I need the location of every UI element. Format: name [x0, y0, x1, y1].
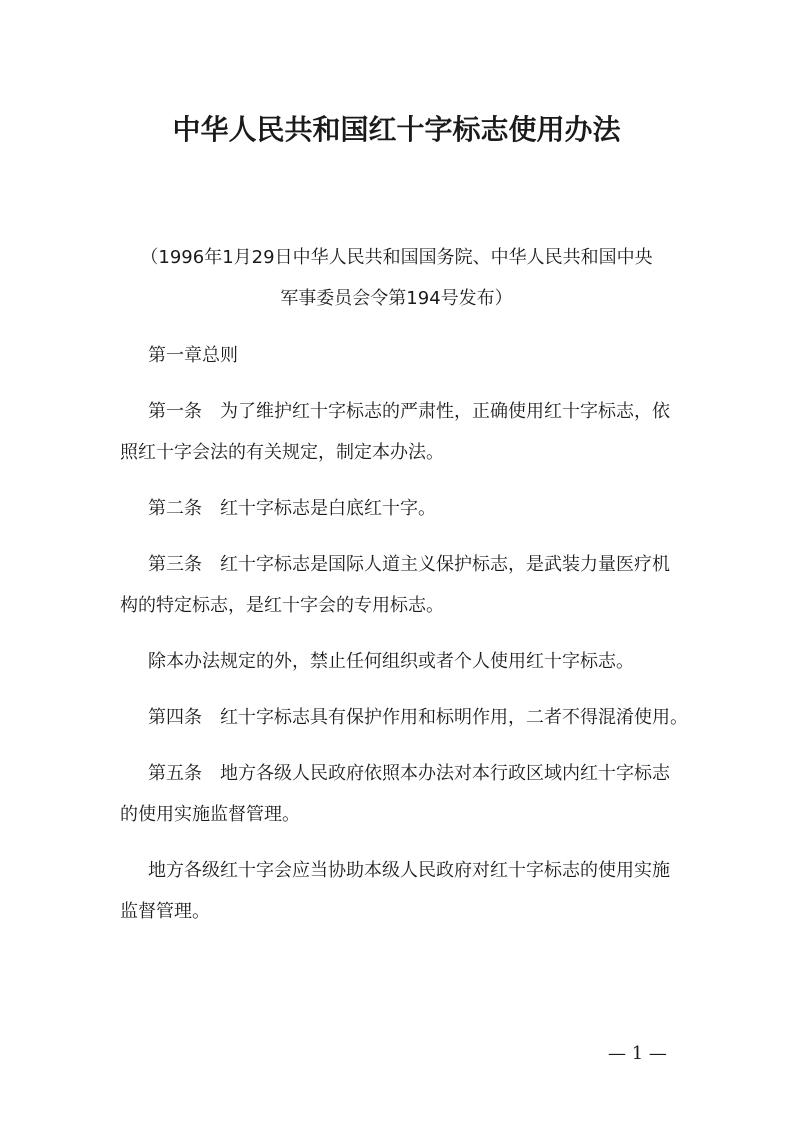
article-3-paragraph-2: 除本办法规定的外，禁止任何组织或者个人使用红十字标志。 — [148, 651, 634, 672]
article-1-line-1 — [148, 399, 670, 425]
article-4-label: 第四条 — [148, 707, 202, 728]
article-3-text: 红十字标志是国际人道主义保护标志，是武装力量医疗机 — [220, 554, 670, 575]
article-4-text: 红十字标志具有保护作用和标明作用，二者不得混淆使用。 — [220, 707, 688, 728]
article-5-line-2: 的使用实施监督管理。 — [120, 804, 300, 825]
article-4-line-1 — [148, 705, 688, 731]
article-3-label: 第三条 — [148, 554, 202, 575]
promulgation-note-line-2: 军事委员会令第194号发布） — [280, 288, 513, 309]
article-5-paragraph-2-line-1: 地方各级红十字会应当协助本级人民政府对红十字标志的使用实施 — [148, 860, 670, 881]
article-3-line-2: 构的特定标志，是红十字会的专用标志。 — [120, 595, 444, 616]
article-5-paragraph-2-line-2: 监督管理。 — [120, 901, 210, 922]
article-1-label: 第一条 — [148, 401, 202, 422]
article-5-text: 地方各级人民政府依照本办法对本行政区域内红十字标志 — [220, 763, 670, 784]
promulgation-note-line-1: （1996年1月29日中华人民共和国国务院、中华人民共和国中央 — [140, 247, 653, 268]
page-number: — 1 — — [608, 1043, 667, 1064]
article-2-label: 第二条 — [148, 498, 202, 519]
article-5-label: 第五条 — [148, 763, 202, 784]
article-3-line-1 — [148, 552, 670, 578]
article-2-line-1 — [148, 496, 436, 522]
document-title: 中华人民共和国红十字标志使用办法 — [172, 113, 621, 146]
chapter-heading: 第一章总则 — [148, 345, 238, 366]
article-1-text: 为了维护红十字标志的严肃性，正确使用红十字标志，依 — [220, 401, 670, 422]
article-5-line-1 — [148, 761, 670, 787]
article-2-text: 红十字标志是白底红十字。 — [220, 498, 436, 519]
article-1-line-2: 照红十字会法的有关规定，制定本办法。 — [120, 442, 444, 463]
